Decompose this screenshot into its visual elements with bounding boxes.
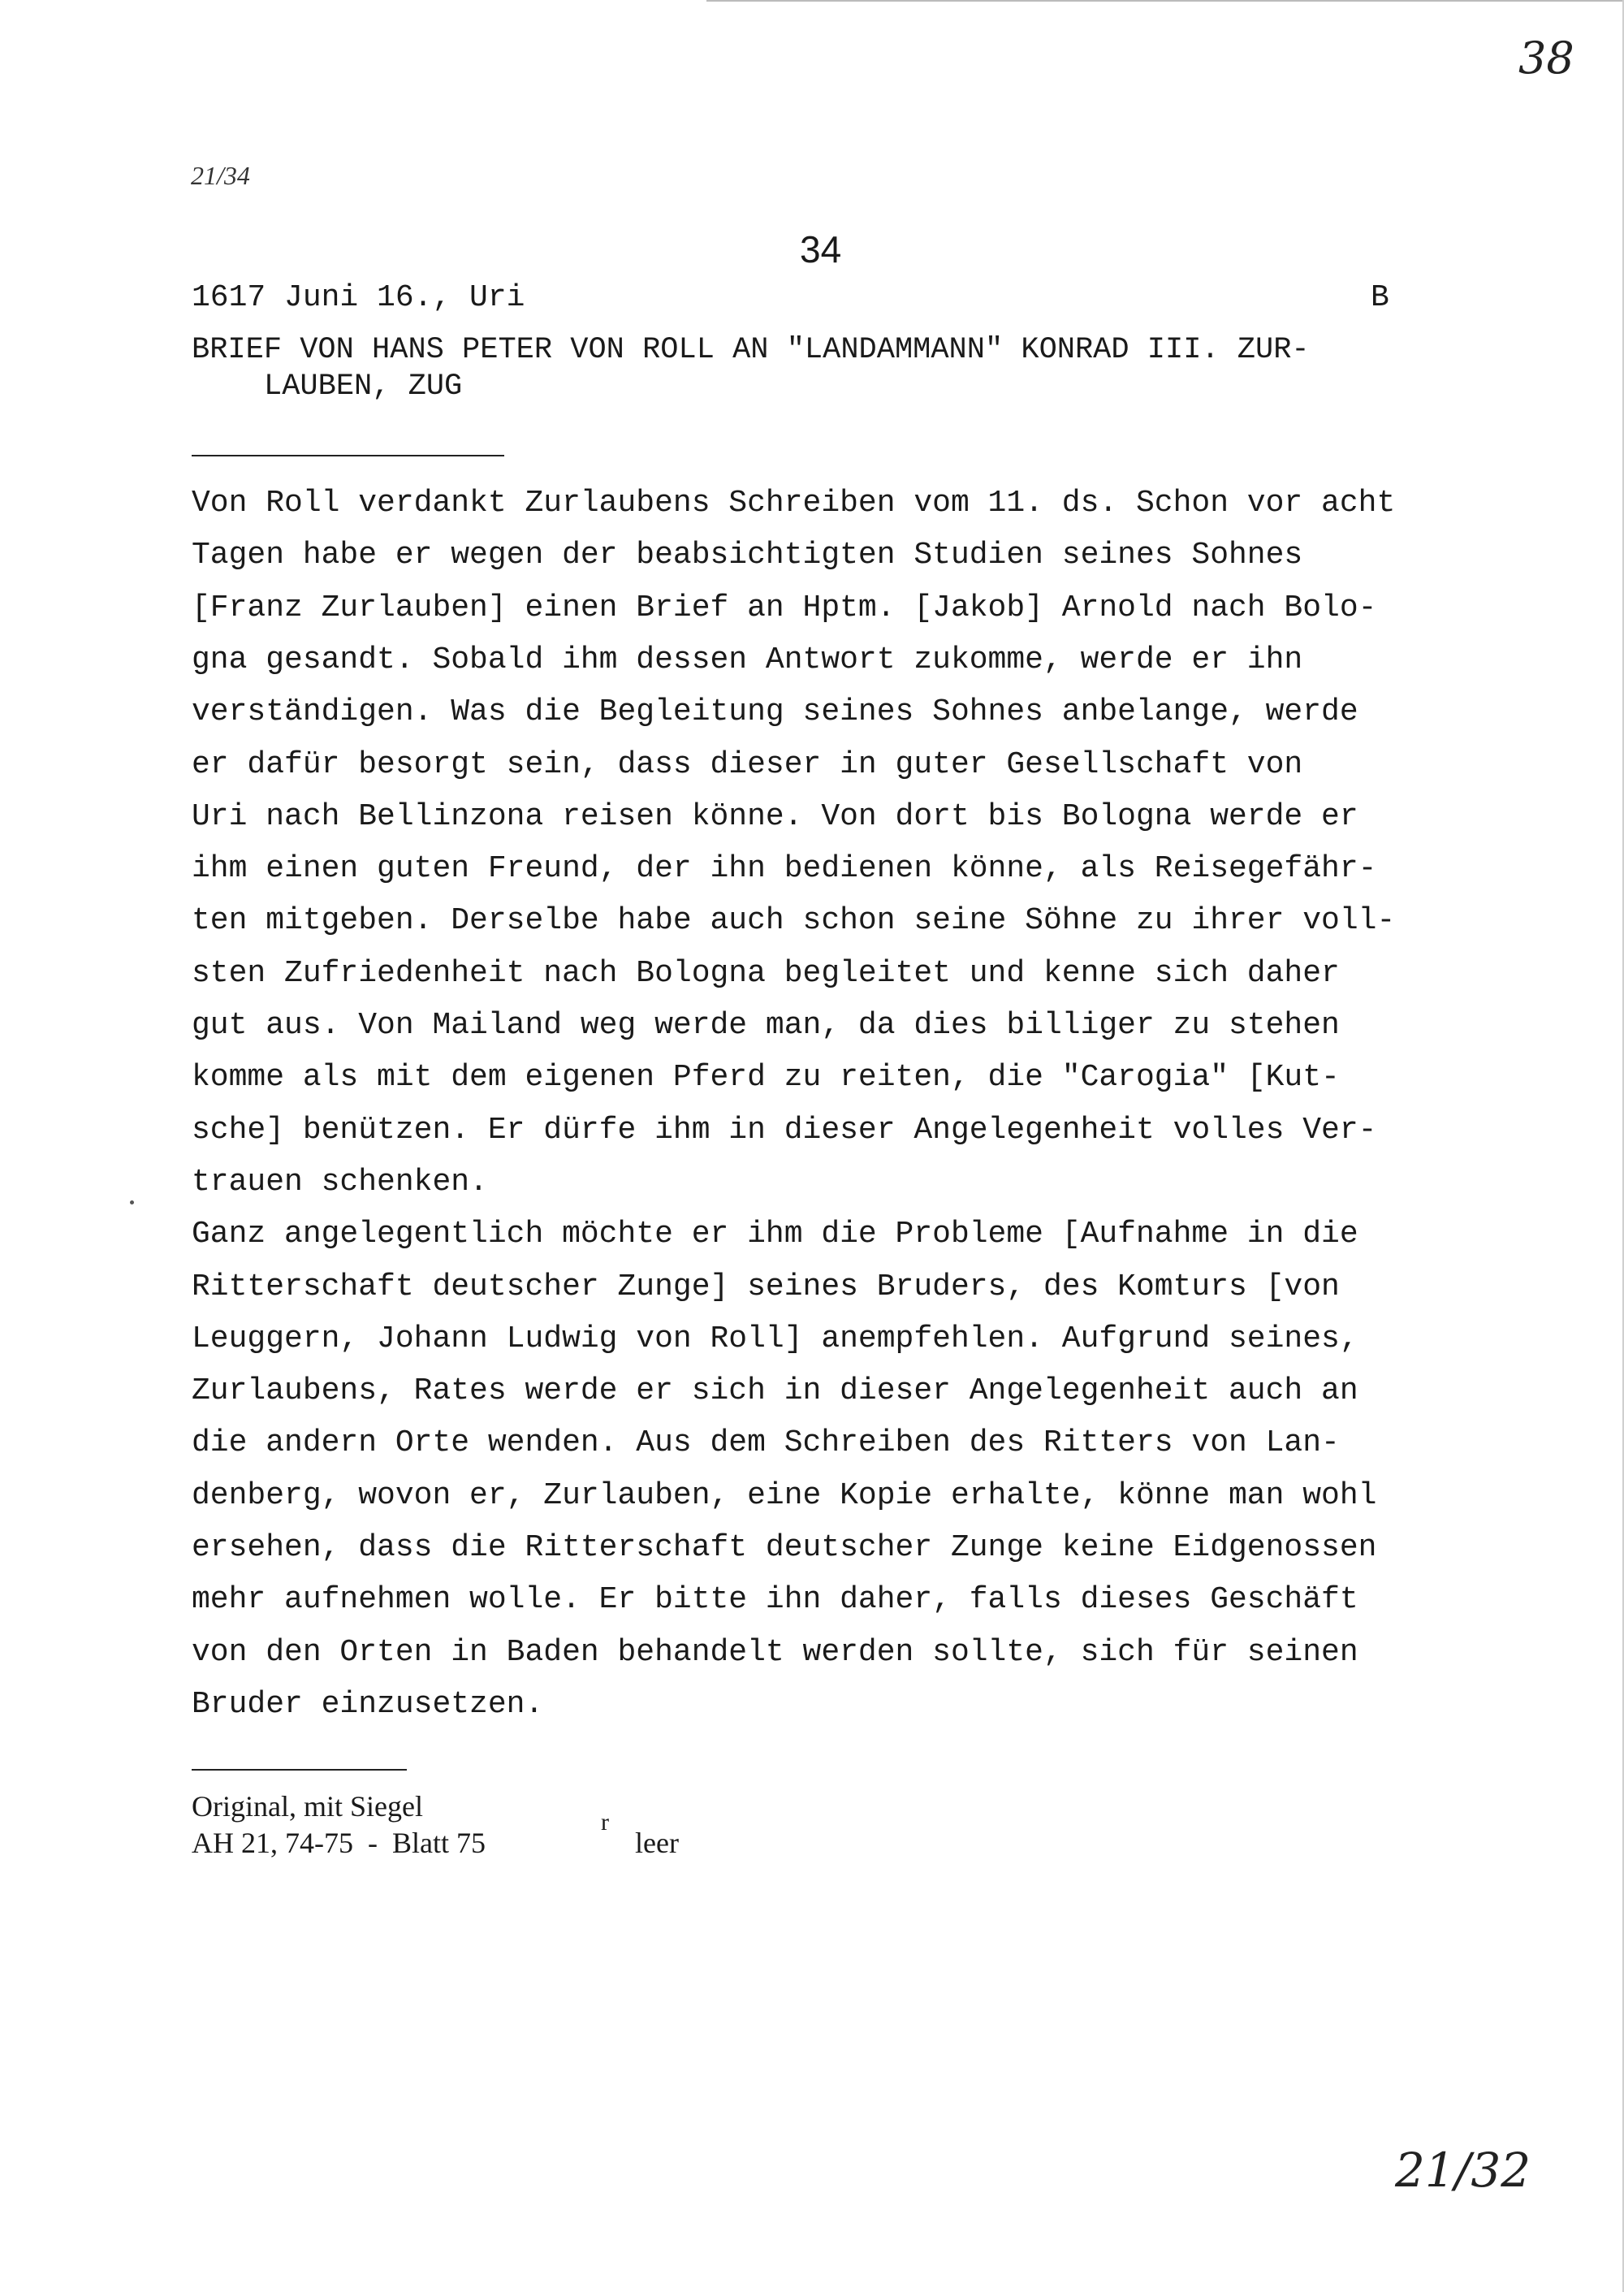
body-line: sche] benützen. Er dürfe ihm in dieser Angelegenheit volles Ver- xyxy=(192,1113,1377,1148)
page-top-edge xyxy=(706,0,1624,2)
body-line: komme als mit dem eigenen Pferd zu reiten, die "Carogia" [Kut- xyxy=(192,1060,1340,1095)
notes-divider xyxy=(192,1769,407,1771)
body-line: trauen schenken. xyxy=(192,1165,488,1200)
body-line: denberg, wovon er, Zurlauben, eine Kopie erhalte, könne man wohl xyxy=(192,1478,1377,1513)
body-line: ten mitgeben. Derselbe habe auch schon seine Söhne zu ihrer voll- xyxy=(192,903,1396,938)
body-line: Ritterschaft deutscher Zunge] seines Bruders, des Komturs [von xyxy=(192,1269,1340,1304)
body-line: verständigen. Was die Begleitung seines Sohnes anbelange, werde xyxy=(192,694,1358,729)
body-line: Bruder einzusetzen. xyxy=(192,1687,544,1722)
margin-dot xyxy=(130,1200,134,1204)
body-line: von den Orten in Baden behandelt werden sollte, sich für seinen xyxy=(192,1635,1358,1670)
date-place: 1617 Juni 16., Uri xyxy=(192,280,525,315)
note-leer: leer xyxy=(635,1827,679,1859)
note-source: AH 21, 74-75 - Blatt 75 xyxy=(192,1827,486,1859)
handwritten-page-number: 38 xyxy=(1518,32,1574,84)
body-line: Leuggern, Johann Ludwig von Roll] anempfehlen. Aufgrund seines, xyxy=(192,1321,1358,1356)
note-superscript: r xyxy=(601,1809,609,1836)
title-line-2: LAUBEN, ZUG xyxy=(264,370,463,404)
body-line: Tagen habe er wegen der beabsichtigten Studien seines Sohnes xyxy=(192,538,1303,573)
note-source-end xyxy=(628,1826,679,1860)
category-letter: B xyxy=(1371,280,1389,315)
body-line: Uri nach Bellinzona reisen könne. Von dort bis Bologna werde er xyxy=(192,799,1358,834)
title-divider xyxy=(192,455,504,456)
body-line: sten Zufriedenheit nach Bologna begleitet und kenne sich daher xyxy=(192,956,1340,991)
body-line: gna gesandt. Sobald ihm dessen Antwort zukomme, werde er ihn xyxy=(192,642,1303,677)
body-line: mehr aufnehmen wolle. Er bitte ihn daher, falls dieses Geschäft xyxy=(192,1582,1358,1617)
body-line: ersehen, dass die Ritterschaft deutscher Zunge keine Eidgenossen xyxy=(192,1530,1377,1565)
note-original: Original, mit Siegel xyxy=(192,1790,423,1823)
archive-reference: 21/34 xyxy=(191,161,250,190)
body-line: Zurlaubens, Rates werde er sich in dieser Angelegenheit auch an xyxy=(192,1373,1358,1408)
handwritten-folio: 21/32 xyxy=(1395,2143,1531,2198)
body-line: Von Roll verdankt Zurlaubens Schreiben vom 11. ds. Schon vor acht xyxy=(192,486,1396,521)
body-line: die andern Orte wenden. Aus dem Schreiben des Ritters von Lan- xyxy=(192,1425,1340,1460)
title-line-1: BRIEF VON HANS PETER VON ROLL AN "LANDAMMANN" KONRAD III. ZUR- xyxy=(192,333,1310,367)
body-line: er dafür besorgt sein, dass dieser in guter Gesellschaft von xyxy=(192,747,1303,782)
document-number: 34 xyxy=(800,228,842,270)
body-line: [Franz Zurlauben] einen Brief an Hptm. [Jakob] Arnold nach Bolo- xyxy=(192,590,1377,625)
body-line: gut aus. Von Mailand weg werde man, da dies billiger zu stehen xyxy=(192,1008,1340,1043)
body-line: Ganz angelegentlich möchte er ihm die Probleme [Aufnahme in die xyxy=(192,1217,1358,1252)
body-line: ihm einen guten Freund, der ihn bedienen könne, als Reisegefähr- xyxy=(192,851,1377,886)
